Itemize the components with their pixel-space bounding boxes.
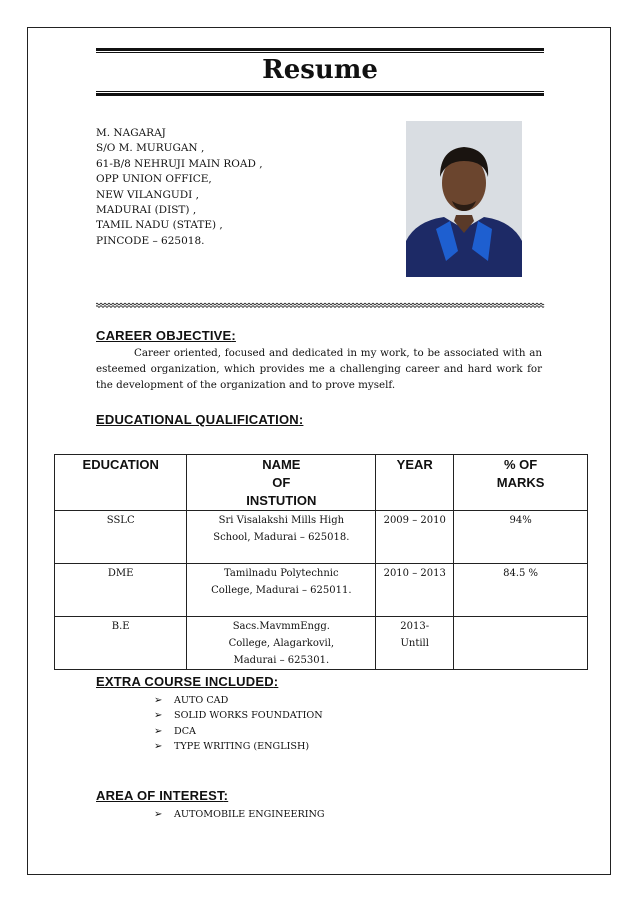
cell-institution: Tamilnadu Polytechnic College, Madurai – 625011. [187, 564, 376, 617]
cell-education: SSLC [55, 511, 187, 564]
area-of-interest-heading: AREA OF INTEREST: [96, 788, 229, 803]
title-bottom-rule-thick [96, 93, 544, 96]
address-line: MADURAI (DIST) , [96, 204, 197, 217]
table-header-row [55, 455, 588, 511]
cell-year: 2010 – 2013 [376, 564, 454, 617]
cell-institution: Sri Visalakshi Mills High School, Madurai – 625018. [187, 511, 376, 564]
address-line: PINCODE – 625018. [96, 234, 205, 247]
cell-marks [454, 617, 588, 670]
cell-year: 2009 – 2010 [376, 511, 454, 564]
address-line: S/O M. MURUGAN , [96, 142, 205, 155]
title-top-rule-thick [96, 48, 544, 51]
arrow-bullet-icon: ➢ [154, 710, 163, 722]
interest-list [154, 807, 325, 822]
table-row [55, 617, 588, 670]
career-objective-heading: CAREER OBJECTIVE: [96, 328, 236, 343]
education-table [54, 454, 588, 670]
list-item: ➢ AUTOMOBILE ENGINEERING [154, 807, 325, 822]
arrow-bullet-icon: ➢ [154, 741, 163, 753]
title-bottom-rule-thin [96, 91, 544, 92]
address-line: OPP UNION OFFICE, [96, 173, 212, 186]
list-item: ➢ SOLID WORKS FOUNDATION [154, 708, 323, 723]
address-name: M. NAGARAJ [96, 127, 166, 139]
column-header-year: YEAR [376, 455, 454, 511]
address-line: TAMIL NADU (STATE) , [96, 219, 223, 232]
column-header-institution: NAME OF INSTUTION [187, 455, 376, 511]
portrait-graphic [406, 121, 522, 277]
cell-year: 2013- Untill [376, 617, 454, 670]
cell-education: DME [55, 564, 187, 617]
decorative-wavy-divider [96, 301, 546, 309]
column-header-education: EDUCATION [55, 455, 187, 511]
list-item: ➢ AUTO CAD [154, 693, 323, 708]
extra-course-heading: EXTRA COURSE INCLUDED: [96, 674, 279, 689]
extra-course-list [154, 693, 323, 755]
address-block [96, 126, 263, 249]
career-objective-text: Career oriented, focused and dedicated in my work, to be associated with an esteemed organization, which provides me a challenging career and hard work for the development of the organization and to prove myself. [96, 347, 542, 391]
arrow-bullet-icon: ➢ [154, 809, 163, 820]
education-heading: EDUCATIONAL QUALIFICATION: [96, 412, 304, 427]
list-item: ➢ DCA [154, 724, 323, 739]
list-item: ➢ TYPE WRITING (ENGLISH) [154, 739, 323, 754]
column-header-marks: % OF MARKS [454, 455, 588, 511]
cell-marks: 84.5 % [454, 564, 588, 617]
address-line: 61-B/8 NEHRUJI MAIN ROAD , [96, 157, 263, 170]
arrow-bullet-icon: ➢ [154, 725, 163, 737]
address-line: NEW VILANGUDI , [96, 188, 199, 201]
cell-education: B.E [55, 617, 187, 670]
table-row [55, 564, 588, 617]
profile-photo [406, 121, 522, 277]
cell-institution: Sacs.MavmmEngg. College, Alagarkovil, Madurai – 625301. [187, 617, 376, 670]
resume-title: Resume [262, 55, 378, 85]
arrow-bullet-icon: ➢ [154, 695, 163, 706]
table-row [55, 511, 588, 564]
cell-marks: 94% [454, 511, 588, 564]
